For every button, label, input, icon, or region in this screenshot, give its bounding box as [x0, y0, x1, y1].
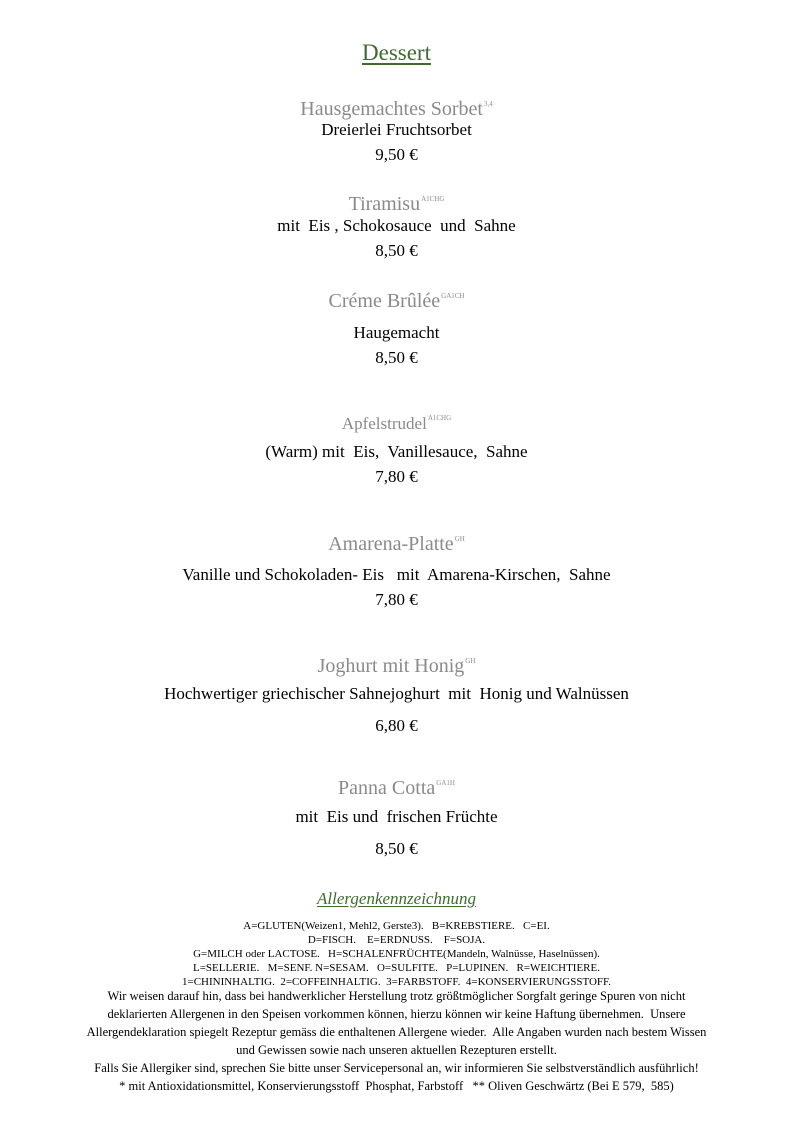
dessert-description: Dreierlei Fruchtsorbet	[321, 120, 472, 139]
dessert-price: 9,50 €	[375, 145, 418, 164]
allergen-codes: GH	[454, 535, 465, 543]
dessert-price: 7,80 €	[375, 467, 418, 486]
allergen-codes: A1CHG	[427, 414, 452, 422]
dessert-description: (Warm) mit Eis, Vanillesauce, Sahne	[265, 442, 528, 461]
allergen-code-line: L=SELLERIE. M=SENF. N=SESAM. O=SULFITE. P=LUPINEN. R=WEICHTIERE.	[193, 962, 600, 974]
allergen-note-line: Falls Sie Allergiker sind, sprechen Sie bitte unser Servicepersonal an, wir informieren Sie selbstverständlich ausführlich!	[94, 1061, 699, 1075]
allergen-codes: GA1H	[436, 779, 455, 787]
dessert-price: 6,80 €	[375, 716, 418, 735]
dessert-description: Vanille und Schokoladen- Eis mit Amarena-Kirschen, Sahne	[182, 565, 611, 584]
dessert-name: Tiramisu$^{A1CHG}$	[348, 193, 445, 215]
allergen-codes: GA1CH	[441, 292, 465, 300]
dessert-description: mit Eis und frischen Früchte	[295, 807, 498, 826]
dessert-price: 8,50 €	[375, 348, 418, 367]
dessert-name: Amarena-Platte$^{GH}$	[328, 533, 465, 555]
dessert-description: Hochwertiger griechischer Sahnejoghurt mit Honig und Walnüssen	[164, 684, 629, 703]
dessert-price: 7,80 €	[375, 590, 418, 609]
allergen-codes: GH	[465, 657, 476, 665]
dessert-price: 8,50 €	[375, 839, 418, 858]
allergen-note-line: und Gewissen sowie nach unseren aktuellen Rezepturen erstellt.	[236, 1043, 557, 1057]
dessert-name: Hausgemachtes Sorbet$^{3,4}$	[300, 98, 493, 120]
allergen-note-line: Allergendeklaration spiegelt Rezeptur gemäss die enthaltenen Allergene wieder. Alle Angaben wurden nach bestem Wissen	[86, 1025, 707, 1039]
allergen-code-line: 1=CHININHALTIG. 2=COFFEINHALTIG. 3=FARBSTOFF. 4=KONSERVIERUNGSSTOFF.	[181, 976, 612, 988]
allergen-codes: A1CHG	[421, 195, 445, 203]
allergen-heading: Allergenkennzeichnung	[317, 889, 476, 908]
page-title: Dessert	[362, 40, 431, 65]
allergen-codes: 3,4	[483, 100, 493, 108]
dessert-name: Apfelstrudel$^{A1CHG}$	[341, 414, 452, 433]
allergen-note-line: deklarierten Allergenen in den Speisen vorkommen können, hierzu können wir keine Haftung übernehmen. Unsere	[107, 1007, 686, 1021]
dessert-description: Haugemacht	[353, 323, 440, 342]
allergen-note-line: Wir weisen darauf hin, dass bei handwerklicher Herstellung trotz größtmöglicher Sorgfalt geringe Spuren von nicht	[107, 989, 686, 1003]
allergen-code-line: D=FISCH. E=ERDNUSS. F=SOJA.	[307, 934, 486, 946]
allergen-code-line: A=GLUTEN(Weizen1, Mehl2, Gerste3). B=KREBSTIERE. C=EI.	[243, 920, 550, 932]
allergen-code-line: G=MILCH oder LACTOSE. H=SCHALENFRÜCHTE(Mandeln, Walnüsse, Haselnüssen).	[193, 948, 600, 960]
dessert-name: Panna Cotta$^{GA1H}$	[338, 777, 455, 799]
dessert-name: Créme Brûlée$^{GA1CH}$	[328, 290, 465, 312]
allergen-footnote: * mit Antioxidationsmittel, Konservierungsstoff Phosphat, Farbstoff ** Oliven Geschwärtz (Bei E 579, 585)	[119, 1079, 674, 1093]
dessert-price: 8,50 €	[375, 241, 418, 260]
dessert-name: Joghurt mit Honig$^{GH}$	[317, 655, 476, 677]
dessert-description: mit Eis , Schokosauce und Sahne	[277, 216, 516, 235]
